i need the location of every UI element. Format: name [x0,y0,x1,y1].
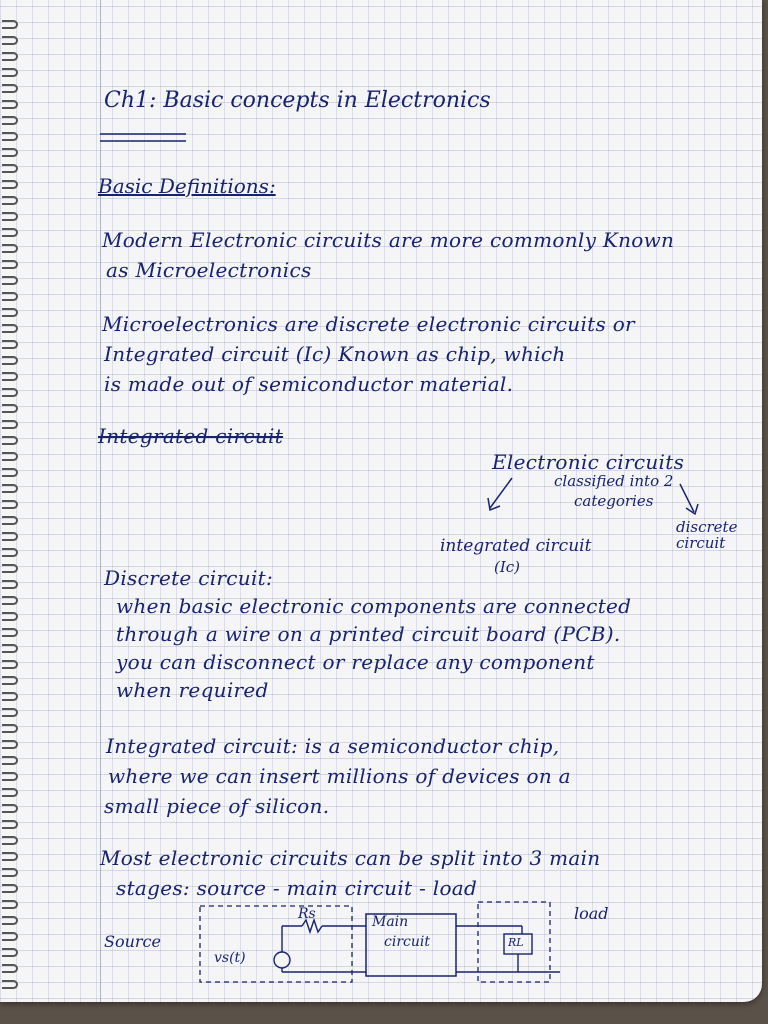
paragraph1-line2: as Microelectronics [106,258,312,282]
left-branch-line2: (Ic) [494,558,521,576]
rs-label: Rs [298,906,316,922]
discrete-line4: when required [116,678,269,702]
stages-line1: Most electronic circuits can be split into 3 main [100,846,601,870]
paragraph2-line1: Microelectronics are discrete electronic circuits or [102,312,635,336]
rl-label: RL [508,936,524,949]
discrete-line1: when basic electronic components are connected [116,594,632,618]
integrated-line1: Integrated circuit: is a semiconductor chip, [106,734,560,758]
right-branch-line1: discrete [676,518,738,536]
discrete-line3: you can disconnect or replace any component [116,650,595,674]
stages-line2: stages: source - main circuit - load [116,876,478,900]
classification-note-line1: classified into 2 [554,472,674,490]
classification-note-line2: categories [574,492,654,510]
left-branch-line1: integrated circuit [440,536,592,556]
classification-root: Electronic circuits [492,450,685,474]
vs-label: vs(t) [214,950,246,966]
paragraph2-line2: Integrated circuit (Ic) Known as chip, which [104,342,566,366]
section-heading: Basic Definitions: [98,174,276,198]
page-title: Ch1: Basic concepts in Electronics [104,88,491,113]
load-label: load [574,904,609,923]
source-label: Source [104,932,161,951]
paragraph1-line1: Modern Electronic circuits are more commonly Known [102,228,675,252]
integrated-line2: where we can insert millions of devices on a [108,764,571,788]
crossed-out-heading: Integrated circuit [98,424,284,448]
main-circuit-label-line1: Main [372,914,409,930]
discrete-heading: Discrete circuit: [104,566,274,590]
discrete-line2: through a wire on a printed circuit board (PCB). [116,622,621,646]
main-circuit-label-line2: circuit [384,934,430,950]
paragraph2-line3: is made out of semiconductor material. [104,372,514,396]
integrated-line3: small piece of silicon. [104,794,330,818]
right-branch-line2: circuit [676,534,726,552]
